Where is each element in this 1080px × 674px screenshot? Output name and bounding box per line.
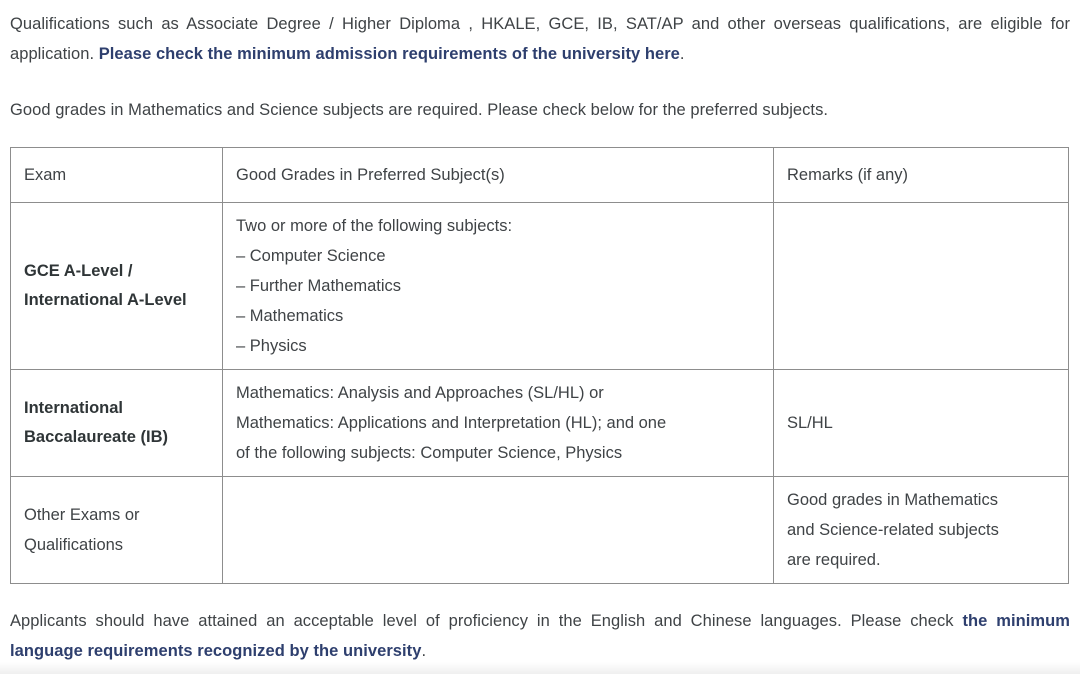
table-header-row (11, 148, 1069, 203)
exam-name-line-2: International A-Level (24, 291, 187, 309)
column-header-remarks: Remarks (if any) (774, 148, 1069, 203)
requirements-table (10, 147, 1069, 584)
preferred-subjects-lead: Two or more of the following subjects: (236, 217, 513, 235)
intro-paragraph-1-period: . (679, 45, 685, 63)
intro-paragraph-2: Good grades in Mathematics and Science subjects are required. Please check below for the preferred subjects. (10, 101, 828, 119)
exam-name-line-1: GCE A-Level / (24, 262, 133, 280)
column-header-grades: Good Grades in Preferred Subject(s) (223, 148, 774, 203)
exam-name-line-1: International (24, 399, 124, 417)
table-row (11, 370, 1069, 477)
remarks-cell: SL/HL (774, 370, 1069, 477)
intro-paragraph-1 (10, 0, 1070, 69)
preferred-subjects-cell (223, 203, 774, 370)
outro-paragraph (10, 584, 1070, 666)
exam-name-cell (11, 370, 223, 477)
outro-paragraph-text: Applicants should have attained an acceptable level of proficiency in the English and Chinese languages. Please check (10, 612, 963, 630)
exam-name-cell (11, 203, 223, 370)
list-item: – Computer Science (236, 247, 386, 265)
remarks-line-2: and Science-related subjects (787, 521, 999, 539)
preferred-subjects-cell (223, 370, 774, 477)
remarks-line-3: are required. (787, 551, 881, 569)
preferred-subjects-line-3: of the following subjects: Computer Science, Physics (236, 444, 623, 462)
exam-name-cell (11, 477, 223, 584)
exam-name-line-2: Qualifications (24, 536, 124, 554)
exam-name-line-1: Other Exams or (24, 506, 140, 524)
list-item: – Mathematics (236, 307, 344, 325)
list-item: – Further Mathematics (236, 277, 402, 295)
list-item: – Physics (236, 337, 307, 355)
admission-requirements-link[interactable]: Please check the minimum admission requirements of the university here (98, 45, 680, 63)
outro-paragraph-period: . (421, 642, 427, 660)
table-row (11, 477, 1069, 584)
preferred-subjects-line-1: Mathematics: Analysis and Approaches (SL/HL) or (236, 384, 604, 402)
remarks-cell (774, 477, 1069, 584)
column-header-exam: Exam (11, 148, 223, 203)
table-row (11, 203, 1069, 370)
preferred-subjects-list (236, 241, 761, 361)
language-requirements-link[interactable]: the minimum language requirements recognized by the university (10, 612, 1070, 660)
preferred-subjects-line-2: Mathematics: Applications and Interpretation (HL); and one (236, 414, 667, 432)
exam-name-line-2: Baccalaureate (IB) (24, 428, 168, 446)
remarks-cell (774, 203, 1069, 370)
intro-paragraph-1-text: Qualifications such as Associate Degree / Higher Diploma , HKALE, GCE, IB, SAT/AP and other overseas qualifications, are eligible for application. (10, 15, 1070, 63)
preferred-subjects-cell (223, 477, 774, 584)
remarks-line-1: Good grades in Mathematics (787, 491, 998, 509)
